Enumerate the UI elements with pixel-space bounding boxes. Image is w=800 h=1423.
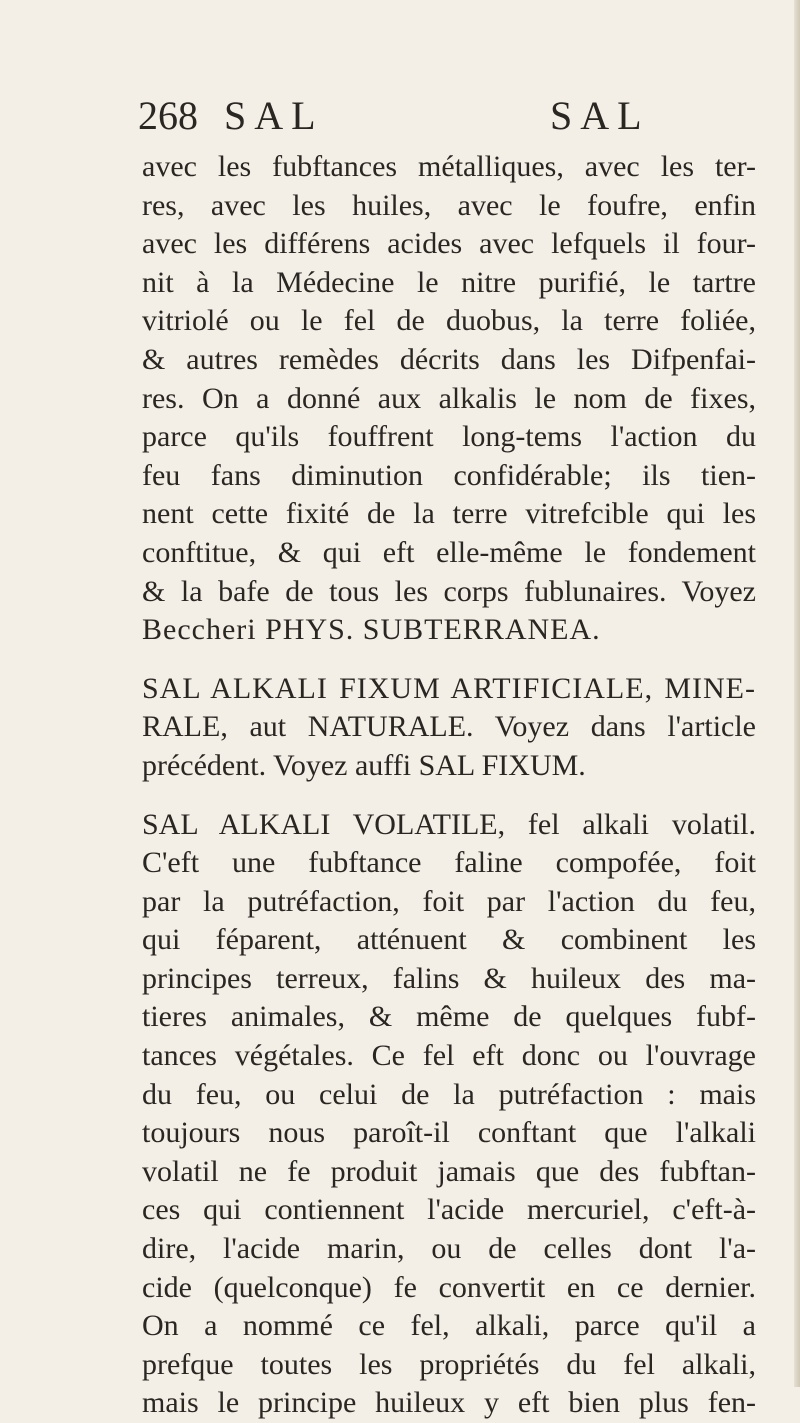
text-line: nent cette fixité de la terre vitrefcible qui les (142, 495, 756, 534)
text-line: tieres animales, & même de quelques fubf- (142, 998, 756, 1037)
paragraph-alkali-fixes (142, 148, 756, 650)
body-text (142, 148, 756, 1423)
text-line: principes terreux, falins & huileux des ma- (142, 960, 756, 999)
text-line: & la bafe de tous les corps fublunaires. Voyez (142, 573, 756, 612)
text-line: vitriolé ou le fel de duobus, la terre foliée, (142, 302, 756, 341)
text-line: avec les fubftances métalliques, avec les ter- (142, 148, 756, 187)
text-line: toujours nous paroît-il conftant que l'alkali (142, 1114, 756, 1153)
text-line: SAL ALKALI FIXUM ARTIFICIALE, MINE- (142, 670, 756, 709)
paragraph-gap (142, 650, 756, 670)
text-line: ces qui contiennent l'acide mercuriel, c'eft-à- (142, 1191, 756, 1230)
text-line: On a nommé ce fel, alkali, parce qu'il a (142, 1307, 756, 1346)
page-edge (794, 0, 800, 1387)
text-line: précédent. Voyez auffi SAL FIXUM. (142, 747, 756, 786)
text-line: Beccheri PHYS. SUBTERRANEA. (142, 611, 756, 650)
text-line: volatil ne fe produit jamais que des fubftan- (142, 1153, 756, 1192)
text-line: dire, l'acide marin, ou de celles dont l'a- (142, 1230, 756, 1269)
running-head-left: SAL (224, 92, 324, 139)
paragraph-sal-alkali-fixum (142, 670, 756, 786)
text-line: & autres remèdes décrits dans les Difpenfai- (142, 341, 756, 380)
page-number: 268 (138, 92, 198, 139)
text-line: cide (quelconque) fe convertit en ce dernier. (142, 1269, 756, 1308)
text-line: qui féparent, atténuent & combinent les (142, 921, 756, 960)
text-line: prefque toutes les propriétés du fel alkali, (142, 1346, 756, 1385)
text-line: parce qu'ils fouffrent long-tems l'action du (142, 418, 756, 457)
text-line: tances végétales. Ce fel eft donc ou l'ouvrage (142, 1037, 756, 1076)
text-line: res. On a donné aux alkalis le nom de fixes, (142, 380, 756, 419)
running-head-right: SAL (550, 92, 650, 139)
paragraph-gap (142, 786, 756, 806)
paragraph-sal-alkali-volatile (142, 806, 756, 1423)
text-line: du feu, ou celui de la putréfaction : mais (142, 1076, 756, 1115)
text-line: C'eft une fubftance faline compofée, foit (142, 844, 756, 883)
text-line: nit à la Médecine le nitre purifié, le tartre (142, 264, 756, 303)
text-line: res, avec les huiles, avec le foufre, enfin (142, 187, 756, 226)
page-header (138, 92, 678, 132)
text-line: par la putréfaction, foit par l'action du feu, (142, 883, 756, 922)
text-line: RALE, aut NATURALE. Voyez dans l'article (142, 708, 756, 747)
text-line: SAL ALKALI VOLATILE, fel alkali volatil. (142, 806, 756, 845)
text-line: mais le principe huileux y eft bien plus fen- (142, 1384, 756, 1423)
text-line: conftitue, & qui eft elle-même le fondement (142, 534, 756, 573)
text-line: feu fans diminution confidérable; ils tien- (142, 457, 756, 496)
text-line: avec les différens acides avec lefquels il four- (142, 225, 756, 264)
